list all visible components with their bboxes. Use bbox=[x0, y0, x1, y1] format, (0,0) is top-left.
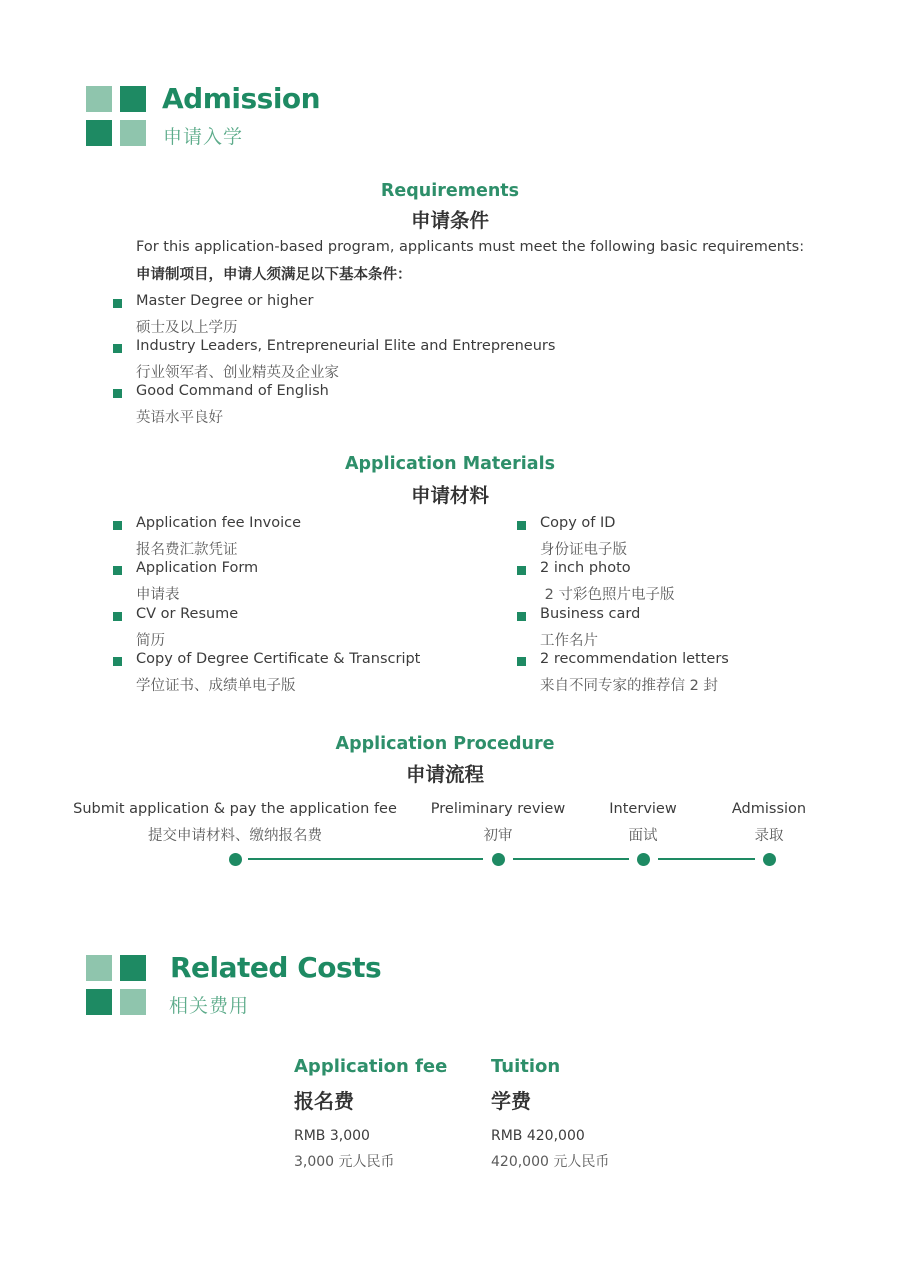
list-item-zh: 2 寸彩色照片电子版 bbox=[540, 587, 675, 603]
bullet-icon bbox=[113, 657, 122, 666]
procedure-step-label-zh: 提交申请材料、缴纳报名费 bbox=[148, 828, 322, 844]
step-connector bbox=[658, 858, 755, 860]
materials-title: Application Materials bbox=[344, 454, 556, 474]
procedure-step-label: Interview bbox=[609, 801, 677, 817]
cost-title: Application fee bbox=[294, 1056, 448, 1077]
bullet-icon bbox=[517, 657, 526, 666]
list-item-zh: 身份证电子版 bbox=[540, 542, 627, 558]
list-item-zh: 简历 bbox=[136, 633, 165, 649]
step-dot-icon bbox=[637, 853, 650, 866]
list-item: CV or Resume bbox=[136, 606, 239, 622]
cost-amount-zh: 420,000 元人民币 bbox=[491, 1154, 610, 1170]
cost-title: Tuition bbox=[491, 1056, 561, 1077]
list-item-zh: 英语水平良好 bbox=[136, 410, 223, 426]
step-connector bbox=[513, 858, 629, 860]
requirements-intro: For this application-based program, applicants must meet the following basic requirements: bbox=[136, 239, 805, 255]
bullet-icon bbox=[113, 566, 122, 575]
bullet-icon bbox=[517, 521, 526, 530]
list-item: Copy of Degree Certificate & Transcript bbox=[136, 651, 421, 667]
list-item: Master Degree or higher bbox=[136, 293, 314, 309]
procedure-subtitle: 申请流程 bbox=[405, 763, 484, 786]
costs-subtitle: 相关费用 bbox=[169, 995, 250, 1017]
list-item-zh: 学位证书、成绩单电子版 bbox=[136, 678, 296, 694]
costs-title: Related Costs bbox=[170, 951, 382, 984]
list-item-zh: 报名费汇款凭证 bbox=[136, 542, 238, 558]
bullet-icon bbox=[517, 566, 526, 575]
step-dot-icon bbox=[763, 853, 776, 866]
list-item: Copy of ID bbox=[540, 515, 616, 531]
admission-title: Admission bbox=[162, 82, 321, 115]
procedure-step-label-zh: 初审 bbox=[483, 828, 513, 844]
bullet-icon bbox=[517, 612, 526, 621]
list-item: Application fee Invoice bbox=[136, 515, 302, 531]
procedure-title: Application Procedure bbox=[335, 734, 555, 754]
procedure-step-label: Submit application & pay the application fee bbox=[73, 801, 397, 817]
list-item: Application Form bbox=[136, 560, 259, 576]
requirements-intro-zh: 申请制项目，申请人须满足以下基本条件： bbox=[136, 267, 412, 283]
bullet-icon bbox=[113, 521, 122, 530]
requirements-title: Requirements bbox=[380, 181, 520, 201]
admission-subtitle: 申请入学 bbox=[163, 126, 244, 148]
list-item: 2 inch photo bbox=[540, 560, 631, 576]
step-dot-icon bbox=[492, 853, 505, 866]
cost-amount: RMB 3,000 bbox=[294, 1128, 370, 1144]
step-connector bbox=[248, 858, 483, 860]
materials-subtitle: 申请材料 bbox=[410, 484, 489, 507]
bullet-icon bbox=[113, 344, 122, 353]
list-item-zh: 硕士及以上学历 bbox=[136, 320, 238, 336]
cost-title-zh: 学费 bbox=[491, 1089, 531, 1113]
procedure-step-label-zh: 面试 bbox=[628, 828, 658, 844]
list-item-zh: 行业领军者、创业精英及企业家 bbox=[136, 365, 339, 381]
bullet-icon bbox=[113, 389, 122, 398]
step-dot-icon bbox=[229, 853, 242, 866]
cost-amount-zh: 3,000 元人民币 bbox=[294, 1154, 395, 1170]
procedure-step-label: Preliminary review bbox=[430, 801, 566, 817]
costs-logo bbox=[86, 955, 148, 1017]
list-item: Good Command of English bbox=[136, 383, 329, 399]
list-item-zh: 来自不同专家的推荐信 2 封 bbox=[540, 678, 718, 694]
requirements-subtitle: 申请条件 bbox=[410, 209, 489, 232]
cost-amount: RMB 420,000 bbox=[491, 1128, 585, 1144]
list-item: Industry Leaders, Entrepreneurial Elite and Entrepreneurs bbox=[136, 338, 556, 354]
list-item: 2 recommendation letters bbox=[540, 651, 729, 667]
list-item-zh: 工作名片 bbox=[540, 633, 598, 649]
procedure-step-label: Admission bbox=[731, 801, 807, 817]
admission-logo bbox=[86, 86, 148, 148]
cost-title-zh: 报名费 bbox=[294, 1089, 354, 1113]
list-item-zh: 申请表 bbox=[136, 587, 180, 603]
procedure-step-label-zh: 录取 bbox=[754, 828, 784, 844]
list-item: Business card bbox=[540, 606, 641, 622]
bullet-icon bbox=[113, 299, 122, 308]
bullet-icon bbox=[113, 612, 122, 621]
